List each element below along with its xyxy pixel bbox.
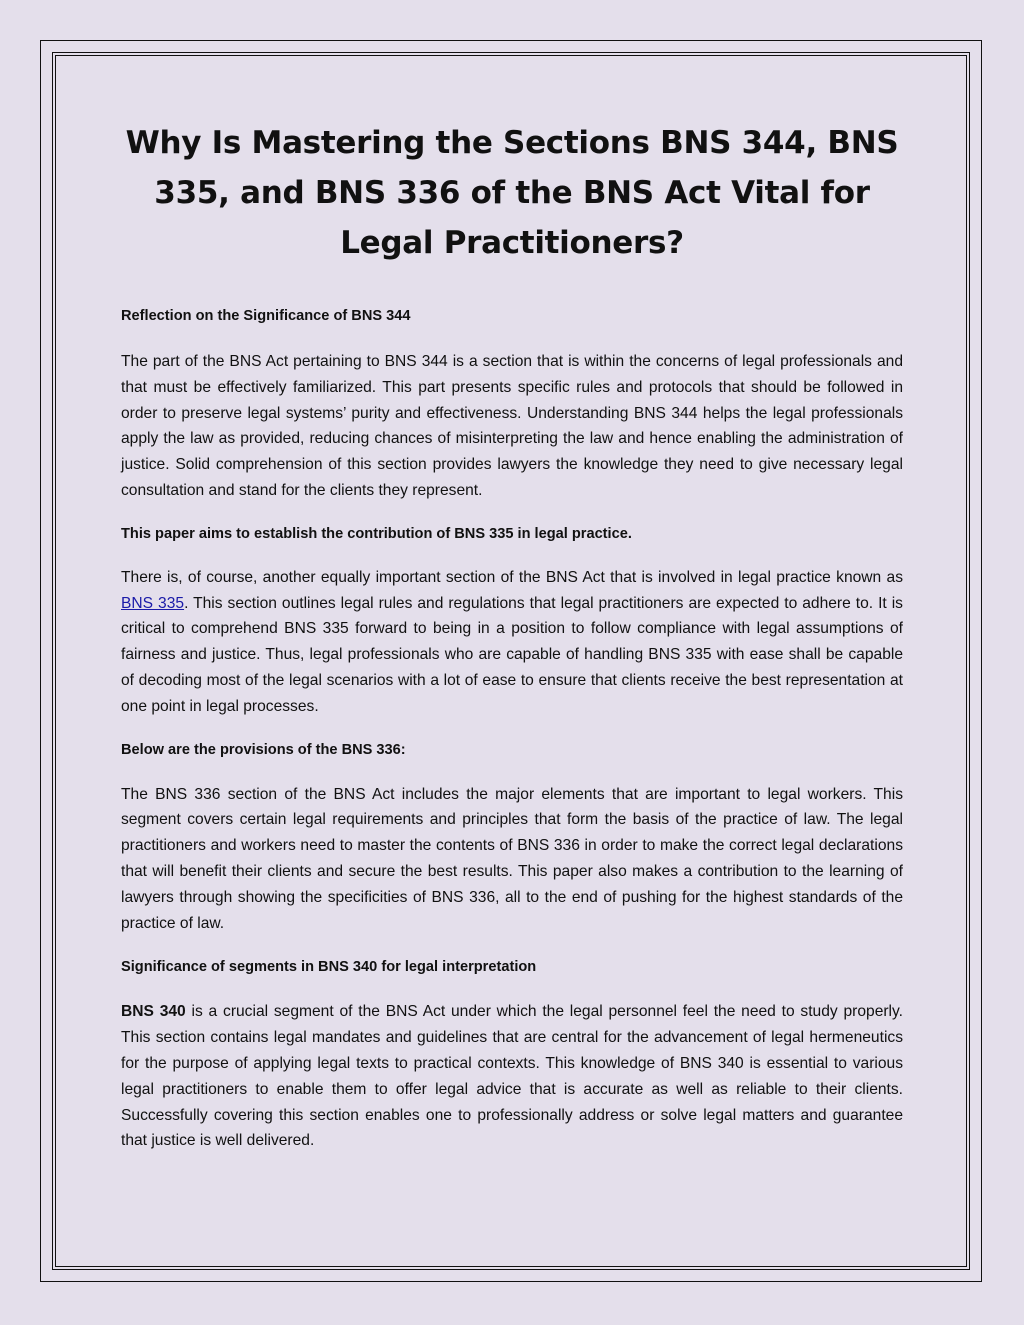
bns-335-link[interactable]: BNS 335 [121,594,185,612]
section-body-bns-335 [121,565,903,720]
document-content [121,118,903,1154]
section-heading-bns-335: This paper aims to establish the contribution of BNS 335 in legal practice. [121,525,632,542]
section-body-bns-340 [121,999,903,1154]
section-heading-bns-336: Below are the provisions of the BNS 336: [121,741,406,758]
bns-340-lead: BNS 340 [121,1003,186,1021]
section-body-bns-336: The BNS 336 section of the BNS Act includes the major elements that are important to legal workers. This segment covers certain legal requirements and principles that form the basis of the practice of law. The legal practitioners and workers need to master the contents of BNS 336 in order to make the correct legal declarations that will benefit their clients and secure the best results. This paper also makes a contribution to the learning of lawyers through showing the specificities of BNS 336, all to the end of pushing for the highest standards of the practice of law. [121,785,903,932]
section-body-bns-344: The part of the BNS Act pertaining to BNS 344 is a section that is within the concerns of legal professionals and that must be effectively familiarized. This part presents specific rules and protocols that should be followed in order to preserve legal systems’ purity and effectiveness. Understanding BNS 344 helps the legal professionals apply the law as provided, reducing chances of misinterpreting the law and hence enabling the administration of justice. Solid comprehension of this section provides lawyers the knowledge they need to give necessary legal consultation and stand for the clients they represent. [121,353,903,499]
section-heading-bns-340: Significance of segments in BNS 340 for legal interpretation [121,959,537,976]
document-title: Why Is Mastering the Sections BNS 344, BNS 335, and BNS 336 of the BNS Act Vital for Legal Practitioners? [125,125,899,261]
section-heading-bns-344: Reflection on the Significance of BNS 344 [121,308,411,324]
section-body-bns-340-text: is a crucial segment of the BNS Act under which the legal personnel feel the need to study properly. This section contains legal mandates and guidelines that are central for the advancement of legal hermeneutics for the purpose of applying legal texts to practical contexts. This knowledge of BNS 340 is essential to various legal practitioners to enable them to offer legal advice that is accurate as well as reliable to their clients. Successfully covering this section enables one to professionally address or solve legal matters and guarantee that justice is well delivered. [121,1003,903,1150]
section-body-bns-335-part-1: There is, of course, another equally important section of the BNS Act that is involved in legal practice known as [121,568,903,586]
section-body-bns-335-part-2: . This section outlines legal rules and regulations that legal practitioners are expected to adhere to. It is critical to comprehend BNS 335 forward to being in a position to follow compliance with legal assumptions of fairness and justice. Thus, legal professionals who are capable of handling BNS 335 with ease shall be capable of decoding most of the legal scenarios with a lot of ease to ensure that clients receive the best representation at one point in legal processes. [121,594,903,715]
